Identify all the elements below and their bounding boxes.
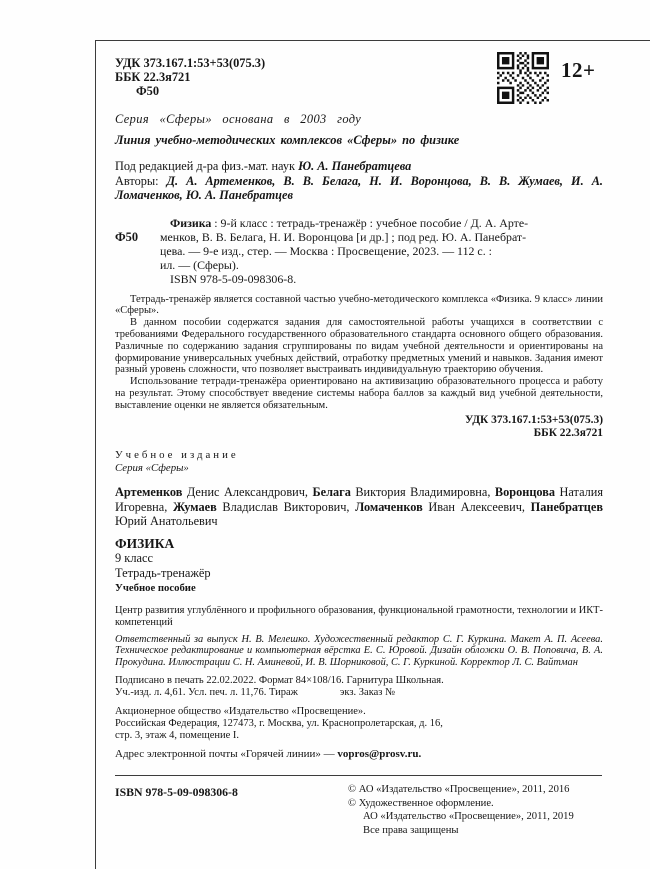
author-last-name: Ломаченков: [355, 499, 423, 514]
author-given-names: Денис Александрович,: [182, 485, 313, 500]
udk-right-line: УДК 373.167.1:53+53(075.3): [465, 414, 603, 427]
copyright-line-3: АО «Издательство «Просвещение», 2011, 2019: [363, 811, 574, 822]
author-given-names: Юрий Анатольевич: [115, 514, 218, 529]
credit-role: Иллюстрации: [168, 656, 231, 668]
annotation-paragraph-2: В данном пособии содержатся задания для самостоятельной работы учащихся в соответствии с требованиями Федерального государственного образовательного стандарта основного общего образования. Различные по содержанию задания сгруппированы по видам учебной деятельности и ориентированы на формирование универсальных учебных действий, отработку предметных умений и навыков. Задания имеют разный уровень сложности, что позволяет выстраивать индивидуальную траекторию обучения.: [115, 317, 603, 376]
credit-name: Л. С. Вайтман: [509, 656, 578, 668]
classification-block: [115, 56, 603, 98]
credit-name: Н. В. Мелешко.: [237, 633, 315, 645]
bbk-line: ББК 22.3я721: [115, 70, 191, 84]
classification-right-block: [115, 414, 603, 440]
credit-role: Макет: [510, 633, 541, 645]
biblio-line-3: цева. — 9-е изд., стер. — Москва : Просвещение, 2023. — 112 с. :: [160, 243, 492, 258]
footer-divider: [115, 775, 602, 776]
print-info-line-2: [115, 687, 603, 699]
edition-block: [115, 449, 603, 475]
authors-names: Д. А. Артеменков, В. В. Белага, Н. И. Воронцова, В. В. Жумаев, И. А. Ломаченков, Ю. А. Панебратцев: [115, 173, 603, 202]
hotline-email: vopros@prosv.ru.: [337, 748, 422, 761]
edition-series: Серия «Сферы»: [115, 462, 189, 475]
author-last-name: Воронцова: [494, 485, 556, 500]
author-mark: Ф50: [136, 84, 160, 98]
authors-line: [115, 174, 603, 203]
author-given-names: Наталия Игоревна,: [115, 485, 604, 514]
editors-block: [115, 159, 603, 203]
author-last-name: Жумаев: [172, 499, 217, 514]
credit-role: Корректор: [460, 656, 510, 668]
credit-role: Техническое редактирование и компьютерная вёрстка: [115, 645, 361, 657]
credit-name: С. Г. Куркина.: [439, 633, 511, 645]
author-last-name: Артеменков: [115, 485, 183, 500]
author-given-names: Виктория Владимировна,: [350, 485, 495, 500]
credit-name: А. П. Асеева.: [540, 633, 603, 645]
bibliographic-record: [115, 215, 603, 287]
udk-line: УДК 373.167.1:53+53(075.3): [115, 56, 266, 70]
edited-by-line: [115, 159, 603, 174]
print-info-line-2a: Уч.-изд. л. 4,61. Усл. печ. л. 11,76. Тираж: [115, 687, 298, 699]
author-given-names: Иван Алексеевич,: [422, 499, 531, 514]
biblio-margin-code: Ф50: [115, 229, 139, 244]
credit-role: Художественный редактор: [314, 633, 440, 645]
series-founded-line: Серия «Сферы» основана в 2003 году: [115, 112, 362, 126]
biblio-title: Физика: [170, 215, 212, 230]
footer-isbn: ISBN 978-5-09-098306-8: [115, 785, 238, 799]
page-top-rule: [95, 40, 650, 41]
book-subtitle: Тетрадь-тренажёр: [115, 565, 211, 580]
edition-kind: Учебное издание: [115, 449, 239, 462]
publisher-line-2: Российская Федерация, 127473, г. Москва, ул. Краснопролетарская, д. 16,: [115, 717, 443, 729]
editor-name: Ю. А. Панебратцева: [298, 159, 412, 173]
credit-name: С. Н. Аминевой, И. В. Шорниковой, С. Г. Куркиной.: [230, 656, 461, 668]
copyright-line-4: Все права защищены: [363, 824, 459, 836]
credit-role: Дизайн обложки: [430, 645, 505, 657]
book-grade: 9 класс: [115, 551, 153, 566]
author-given-names: Владислав Викторович,: [216, 499, 356, 514]
email-prefix: Адрес электронной почты «Горячей линии» —: [115, 748, 338, 761]
book-type: Учебное пособие: [115, 582, 196, 595]
series-umk-line: Линия учебно-методических комплексов «Сферы» по физике: [115, 133, 460, 147]
credits-paragraph: [115, 634, 603, 669]
biblio-line-4: ил. — (Сферы).: [160, 258, 239, 273]
publisher-line-3: стр. 3, этаж 4, помещение I.: [115, 729, 240, 741]
publisher-block: [115, 706, 603, 741]
publisher-line-1: Акционерное общество «Издательство «Просвещение».: [115, 705, 366, 717]
page-content: [115, 56, 603, 760]
copyright-block: [348, 783, 574, 837]
print-info-line-1: Подписано в печать 22.02.2022. Формат 84×108/16. Гарнитура Школьная.: [115, 675, 444, 687]
annotation-paragraph-1: Тетрадь-тренажёр является составной частью учебно-методического комплекса «Физика. 9 класс» линии «Сферы».: [115, 293, 603, 317]
biblio-line-2: менков, В. В. Белага, Н. И. Воронцова [и др.] ; под ред. Ю. А. Панебрат-: [160, 229, 527, 244]
edited-by-prefix: Под редакцией д-ра физ.-мат. наук: [115, 159, 299, 173]
series-block: [115, 109, 603, 151]
imprint-center-line: Центр развития углублённого и профильного образования, функциональной грамотности, технологии и ИКТ-компетенций: [115, 605, 603, 628]
credit-name: О. В. Поповича, В. А. Прокудина.: [115, 645, 603, 668]
authors-label: Авторы:: [115, 173, 167, 188]
biblio-line-1-rest: : 9-й класс : тетрадь-тренажёр : учебное пособие / Д. А. Арте-: [211, 215, 529, 230]
copyright-line-2: © Художественное оформление.: [348, 797, 494, 809]
email-line: [115, 748, 603, 760]
authors-full-paragraph: [115, 485, 603, 528]
page-left-rule: [95, 40, 96, 869]
annotation-paragraph-3: Использование тетради-тренажёра ориентировано на активизацию образовательного процесса и работу на результат. Этому способствует введение системы набора баллов за каждый вид учебной деятельности, выставление оценки не является обязательным.: [115, 376, 603, 411]
age-rating-badge: 12+: [561, 58, 596, 82]
author-last-name: Белага: [312, 485, 351, 500]
credit-name: Е. С. Юровой.: [360, 645, 431, 657]
bbk-right-line: ББК 22.3я721: [533, 427, 603, 440]
book-title: ФИЗИКА: [115, 536, 175, 552]
biblio-line-1: [160, 216, 603, 230]
biblio-isbn: ISBN 978-5-09-098306-8.: [170, 272, 297, 287]
book-title-block: [115, 536, 603, 595]
annotation-block: [115, 294, 603, 412]
copyright-line-1: © АО «Издательство «Просвещение», 2011, 2016: [348, 784, 570, 795]
credit-role: Ответственный за выпуск: [115, 633, 238, 645]
print-info-line-2b: экз. Заказ №: [339, 687, 396, 699]
author-last-name: Панебратцев: [530, 499, 603, 514]
print-info-block: [115, 675, 603, 699]
